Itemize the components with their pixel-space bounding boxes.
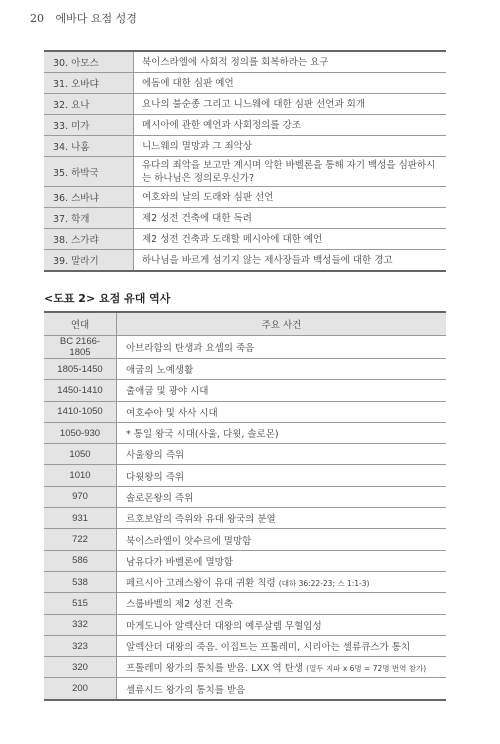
table-row bbox=[44, 635, 446, 656]
book-name-cell: 32. 요나 bbox=[44, 94, 134, 115]
event-cell bbox=[117, 444, 447, 465]
table-row bbox=[44, 593, 446, 614]
year-cell: 722 bbox=[44, 529, 117, 550]
event-text: 페르시아 고레스왕이 유대 귀환 칙령 bbox=[126, 578, 276, 590]
event-text: 여호수아 및 사사 시대 bbox=[126, 407, 218, 419]
event-cell bbox=[117, 486, 447, 507]
table-row bbox=[44, 380, 446, 401]
book-summary-cell: 에돔에 대한 심판 예언 bbox=[134, 73, 447, 94]
event-text: * 통일 왕국 시대(사울, 다윗, 솔로몬) bbox=[126, 429, 279, 441]
event-text: 솔로몬왕의 즉위 bbox=[126, 492, 194, 504]
table-row bbox=[44, 94, 446, 115]
year-cell: 515 bbox=[44, 593, 117, 614]
year-cell: 1805-1450 bbox=[44, 359, 117, 380]
table-row bbox=[44, 359, 446, 380]
table-row bbox=[44, 486, 446, 507]
book-summary-cell: 여호와의 날의 도래와 심판 선언 bbox=[134, 187, 447, 208]
event-cell bbox=[117, 401, 447, 422]
table-row bbox=[44, 73, 446, 94]
year-cell: 970 bbox=[44, 486, 117, 507]
book-name-cell: 34. 나훔 bbox=[44, 136, 134, 157]
event-text: 아브라함의 탄생과 요셉의 죽음 bbox=[126, 343, 255, 354]
page-number: 20 bbox=[30, 12, 44, 25]
table-row bbox=[44, 550, 446, 571]
book-name-cell: 38. 스가랴 bbox=[44, 229, 134, 250]
table-row bbox=[44, 51, 446, 73]
book-name-cell: 33. 미가 bbox=[44, 115, 134, 136]
minor-prophets-table bbox=[44, 50, 446, 272]
event-cell bbox=[117, 508, 447, 529]
table-row bbox=[44, 208, 446, 229]
event-cell bbox=[117, 465, 447, 486]
event-cell bbox=[117, 529, 447, 550]
event-cell bbox=[117, 657, 447, 678]
book-name-cell: 35. 하박국 bbox=[44, 157, 134, 187]
event-header: 주요 사건 bbox=[117, 312, 447, 336]
book-name-cell: 31. 오바댜 bbox=[44, 73, 134, 94]
event-text: 다윗왕의 즉위 bbox=[126, 471, 185, 483]
event-cell bbox=[117, 635, 447, 656]
book-summary-cell: 메시아에 관한 예언과 사회정의를 강조 bbox=[134, 115, 447, 136]
table-row bbox=[44, 614, 446, 635]
book-summary-cell: 제2 성전 건축에 대한 독려 bbox=[134, 208, 447, 229]
table-row bbox=[44, 401, 446, 422]
table-row bbox=[44, 657, 446, 678]
jewish-history-table bbox=[44, 311, 446, 701]
event-text: 셀류시드 왕가의 통치를 받음 bbox=[126, 684, 246, 696]
table2-title: <도표 2> 요점 유대 역사 bbox=[44, 292, 171, 305]
event-note: (열두 지파 x 6명 = 72명 번역 참가) bbox=[306, 664, 427, 674]
event-cell bbox=[117, 359, 447, 380]
year-cell: 323 bbox=[44, 635, 117, 656]
year-cell: 931 bbox=[44, 508, 117, 529]
book-summary-cell: 북이스라엘에 사회적 정의를 회복하라는 요구 bbox=[134, 51, 447, 73]
table-row bbox=[44, 444, 446, 465]
book-summary-cell: 유다의 죄악을 보고만 계시며 악한 바벨론을 통해 자기 백성을 심판하시는 하나님은 정의로우신가? bbox=[134, 157, 447, 187]
table-row bbox=[44, 678, 446, 700]
table-row bbox=[44, 422, 446, 443]
year-header: 연대 bbox=[44, 312, 117, 336]
event-text: 르호보암의 즉위와 유대 왕국의 분열 bbox=[126, 514, 276, 526]
book-title: 에바다 요점 성경 bbox=[55, 12, 137, 25]
year-cell: BC 2166-1805 bbox=[44, 336, 117, 359]
book-summary-cell: 요나의 불순종 그리고 니느웨에 대한 심판 선언과 회개 bbox=[134, 94, 447, 115]
event-text: 마게도니아 알렉산더 대왕의 예루살렘 무혈입성 bbox=[126, 620, 322, 632]
event-cell bbox=[117, 550, 447, 571]
year-cell: 1050-930 bbox=[44, 422, 117, 443]
table-row bbox=[44, 571, 446, 592]
year-cell: 320 bbox=[44, 657, 117, 678]
year-cell: 1450-1410 bbox=[44, 380, 117, 401]
year-cell: 1010 bbox=[44, 465, 117, 486]
table-row bbox=[44, 465, 446, 486]
event-text: 북이스라엘이 앗수르에 멸망함 bbox=[126, 535, 252, 547]
table-row bbox=[44, 250, 446, 272]
book-name-cell: 36. 스바냐 bbox=[44, 187, 134, 208]
event-cell bbox=[117, 422, 447, 443]
year-cell: 332 bbox=[44, 614, 117, 635]
table-row bbox=[44, 508, 446, 529]
table-header-row bbox=[44, 312, 446, 336]
table-row bbox=[44, 229, 446, 250]
book-name-cell: 39. 말라기 bbox=[44, 250, 134, 272]
event-text: 애굽의 노예생활 bbox=[126, 365, 194, 377]
table-row bbox=[44, 529, 446, 550]
table-row bbox=[44, 157, 446, 187]
event-text: 출애굽 및 광야 시대 bbox=[126, 386, 209, 398]
book-summary-cell: 하나님을 바르게 섬기지 않는 제사장들과 백성들에 대한 경고 bbox=[134, 250, 447, 272]
event-cell bbox=[117, 380, 447, 401]
table-row bbox=[44, 336, 446, 359]
event-text: 스룹바벨의 제2 성전 건축 bbox=[126, 599, 233, 611]
book-summary-cell: 니느웨의 멸망과 그 죄악상 bbox=[134, 136, 447, 157]
year-cell: 1050 bbox=[44, 444, 117, 465]
table-row bbox=[44, 115, 446, 136]
year-cell: 1410-1050 bbox=[44, 401, 117, 422]
book-summary-cell: 제2 성전 건축과 도래할 메시아에 대한 예언 bbox=[134, 229, 447, 250]
event-cell bbox=[117, 336, 447, 359]
book-name-cell: 30. 아모스 bbox=[44, 51, 134, 73]
event-cell bbox=[117, 571, 447, 592]
event-cell bbox=[117, 614, 447, 635]
page-header bbox=[30, 10, 137, 26]
table-row bbox=[44, 136, 446, 157]
year-cell: 538 bbox=[44, 571, 117, 592]
event-note: (대하 36:22-23; 스 1:1-3) bbox=[278, 579, 370, 589]
event-cell bbox=[117, 593, 447, 614]
book-name-cell: 37. 학개 bbox=[44, 208, 134, 229]
table-row bbox=[44, 187, 446, 208]
event-cell bbox=[117, 678, 447, 700]
year-cell: 200 bbox=[44, 678, 117, 700]
event-text: 사울왕의 즉위 bbox=[126, 450, 185, 462]
event-text: 프톨레미 왕가의 통치를 받음. LXX 역 탄생 bbox=[126, 663, 304, 675]
event-text: 알렉산더 대왕의 죽음. 이집트는 프톨레미, 시리아는 셀류큐스가 통치 bbox=[126, 642, 411, 653]
year-cell: 586 bbox=[44, 550, 117, 571]
event-text: 남유다가 바벨론에 멸망함 bbox=[126, 556, 233, 568]
